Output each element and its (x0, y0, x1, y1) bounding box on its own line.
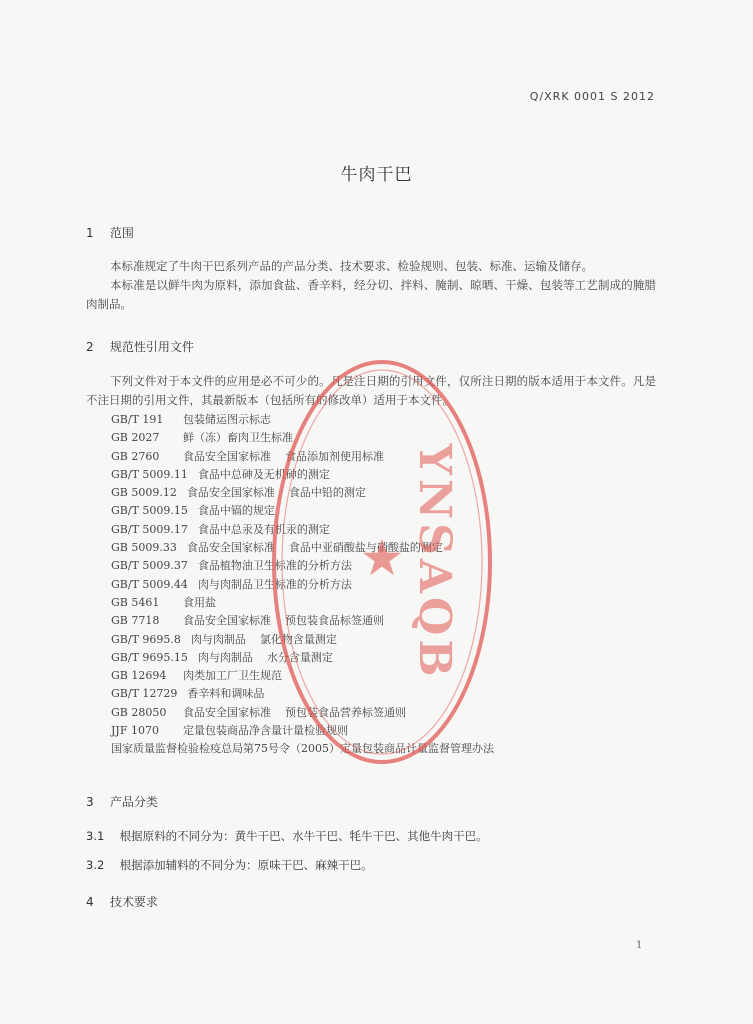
reference-code: GB/T 9695.15 (111, 650, 188, 664)
reference-title: 包装储运图示标志 (183, 413, 271, 426)
reference-title: 食品中总砷及无机砷的测定 (197, 467, 330, 481)
reference-title: 食品中总汞及有机汞的测定 (197, 522, 330, 536)
reference-title: 食品植物油卫生标准的分析方法 (197, 559, 352, 573)
scope-paragraph-1: 本标准规定了牛肉干巴系列产品的产品分类、技术要求、检验规则、包装、标准、运输及储存。 (110, 259, 593, 273)
reference-item (111, 557, 494, 575)
section-2-heading (86, 338, 194, 355)
doc-number: Q/XRK 0001 S 2012 (529, 90, 655, 103)
reference-title: 肉类加工厂卫生规范 (183, 669, 282, 683)
reference-item (111, 429, 494, 447)
reference-code: GB 5461 (111, 595, 160, 609)
section-title: 范围 (109, 226, 134, 240)
reference-item (111, 704, 494, 722)
reference-item (111, 502, 494, 520)
reference-title: 肉与肉制品卫生标准的分析方法 (197, 577, 352, 591)
reference-item (111, 539, 494, 557)
reference-subtitle: 预包装食品标签通则 (285, 614, 384, 628)
references-intro: 下列文件对于本文件的应用是必不可少的。凡是注日期的引用文件，仅所注日期的版本适用于本文件。凡是不注日期的引用文件，其最新版本（包括所有的修改单）适用于本文件。 (86, 374, 656, 407)
reference-title: 定量包装商品净含量计量检验规则 (183, 724, 348, 738)
section-number: 1 (86, 226, 94, 240)
section-number: 2 (86, 340, 94, 354)
reference-code: GB/T 9695.8 (111, 632, 181, 646)
reference-code: GB 2027 (111, 431, 160, 445)
stamp-text: YNSAQB (409, 443, 460, 681)
reference-item (111, 521, 494, 539)
reference-code: GB 5009.12 (111, 486, 177, 500)
section-title: 产品分类 (109, 795, 158, 809)
stamp-star-icon: ★ (359, 529, 405, 587)
reference-title: 食品中镉的规定 (197, 504, 275, 518)
reference-code: JJF 1070 (111, 724, 159, 738)
reference-subtitle: 水分含量测定 (266, 650, 333, 664)
section-title: 技术要求 (109, 895, 158, 909)
section-number: 3 (86, 795, 94, 809)
reference-item (111, 722, 494, 740)
reference-code: GB/T 5009.11 (111, 467, 188, 481)
section-4-heading (86, 893, 158, 910)
clause-number: 3.1 (86, 829, 105, 843)
reference-code: GB/T 5009.44 (111, 577, 188, 591)
reference-code: GB 2760 (111, 449, 160, 463)
section-3-heading (86, 793, 158, 810)
reference-title: 国家质量监督检验检疫总局第75号令（2005）定量包装商品计量监督管理办法 (111, 742, 494, 756)
reference-title: 食品安全国家标准 (186, 541, 275, 555)
reference-subtitle: 食品中铅的测定 (288, 486, 366, 500)
reference-title: 食品安全国家标准 (183, 614, 271, 628)
section-title: 规范性引用文件 (109, 340, 194, 354)
reference-item (111, 484, 494, 502)
reference-code: GB 12694 (111, 669, 167, 683)
reference-subtitle: 食品中亚硝酸盐与硝酸盐的测定 (288, 541, 443, 555)
reference-code: GB/T 191 (111, 413, 164, 426)
reference-code: GB 28050 (111, 705, 167, 719)
reference-title: 鲜（冻）畜肉卫生标准 (183, 431, 293, 445)
classification-3-1 (86, 828, 488, 844)
reference-title: 食用盐 (183, 595, 216, 609)
scope-paragraph-2: 本标准是以鲜牛肉为原料，添加食盐、香辛料，经分切、拌料、腌制、晾晒、干燥、包装等工艺制成的腌腊肉制品。 (86, 278, 656, 311)
section-number: 4 (86, 895, 94, 909)
reference-code: GB/T 5009.15 (111, 504, 188, 518)
reference-item (111, 667, 494, 685)
classification-3-2 (86, 857, 373, 873)
reference-list (111, 411, 494, 759)
reference-item (111, 740, 494, 758)
reference-item (111, 649, 494, 667)
reference-code: GB/T 5009.37 (111, 559, 188, 573)
reference-item (111, 411, 494, 429)
reference-item (111, 448, 494, 466)
reference-subtitle: 氯化物含量测定 (259, 632, 337, 646)
reference-item (111, 594, 494, 612)
reference-title: 肉与肉制品 (197, 650, 253, 664)
reference-item (111, 631, 494, 649)
reference-code: GB/T 12729 (111, 687, 178, 701)
page-number: 1 (636, 940, 643, 951)
reference-code: GB 7718 (111, 614, 160, 628)
reference-subtitle: 食品添加剂使用标准 (285, 449, 384, 463)
reference-item (111, 466, 494, 484)
clause-text: 根据添加辅料的不同分为：原味干巴、麻辣干巴。 (119, 858, 373, 872)
reference-code: GB 5009.33 (111, 541, 177, 555)
clause-number: 3.2 (86, 858, 105, 872)
reference-title: 食品安全国家标准 (183, 449, 271, 463)
reference-title: 食品安全国家标准 (183, 705, 271, 719)
reference-title: 肉与肉制品 (190, 632, 246, 646)
reference-item (111, 685, 494, 703)
page-title: 牛肉干巴 (340, 165, 413, 185)
reference-subtitle: 预包装食品营养标签通则 (285, 705, 406, 719)
reference-item (111, 612, 494, 630)
reference-title: 香辛料和调味品 (187, 687, 265, 701)
clause-text: 根据原料的不同分为：黄牛干巴、水牛干巴、牦牛干巴、其他牛肉干巴。 (119, 829, 488, 843)
section-1-heading (86, 224, 134, 241)
reference-title: 食品安全国家标准 (186, 486, 275, 500)
reference-item (111, 576, 494, 594)
reference-code: GB/T 5009.17 (111, 522, 188, 536)
